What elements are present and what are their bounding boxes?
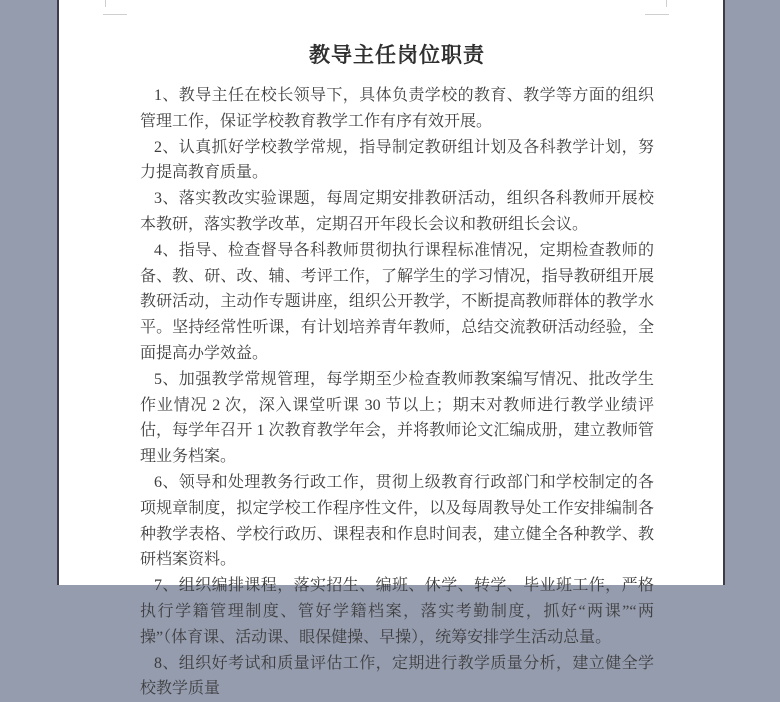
document-paragraph-8-clipped: 8、组织好考试和质量评估工作，定期进行教学质量分析，建立健全学校教学质量 <box>140 654 654 698</box>
margin-crop-mark-top-left-vertical <box>105 0 106 7</box>
document-paragraph-4: 4、指导、检查督导各科教师贯彻执行课程标准情况，定期检查教师的备、教、研、改、辅、考评工作，了解学生的学习情况，指导教研组开展教研活动，主动作专题讲座，组织公开教学，不断提高教师群体的教学水平。坚持经常性听课，有计划培养青年教师，总结交流教研活动经验，全面提高办学效益。 <box>140 241 654 362</box>
document-paragraph-5: 5、加强教学常规管理，每学期至少检查教师教案编写情况、批改学生作业情况 2 次，深入课堂听课 30 节以上；期末对教师进行教学业绩评估，每学年召开 1 次教育教学年会，并将教师论文汇编成册，建立教师管理业务档案。 <box>140 370 654 466</box>
margin-crop-mark-top-right-vertical <box>666 0 667 7</box>
margin-crop-mark-top-left-horizontal <box>103 14 127 15</box>
document-paragraph-7: 7、组织编排课程，落实招生、编班、休学、转学、毕业班工作，严格执行学籍管理制度、管好学籍档案，落实考勤制度，抓好“两课”“两操”（体育课、活动课、眼保健操、早操），统筹安排学生活动总量。 <box>140 577 654 646</box>
document-body <box>140 83 654 702</box>
document-paragraph-1: 1、教导主任在校长领导下，具体负责学校的教育、教学等方面的组织管理工作，保证学校教育教学工作有序有效开展。 <box>140 87 654 130</box>
document-paragraph-3: 3、落实教改实验课题，每周定期安排教研活动，组织各科教师开展校本教研，落实教学改革，定期召开年段长会议和教研组长会议。 <box>140 190 654 233</box>
document-paragraph-6: 6、领导和处理教务行政工作，贯彻上级教育行政部门和学校制定的各项规章制度，拟定学校工作程序性文件，以及每周教导处工作安排编制各种教学表格、学校行政历、课程表和作息时间表，建立健全各种教学、教研档案资料。 <box>140 473 654 569</box>
document-page[interactable] <box>57 0 725 698</box>
margin-crop-mark-top-right-horizontal <box>645 14 669 15</box>
document-paragraph-2: 2、认真抓好学校教学常规，指导制定教研组计划及各科教学计划，努力提高教育质量。 <box>140 138 654 182</box>
document-title: 教导主任岗位职责 <box>309 43 485 67</box>
document-content <box>140 40 654 702</box>
